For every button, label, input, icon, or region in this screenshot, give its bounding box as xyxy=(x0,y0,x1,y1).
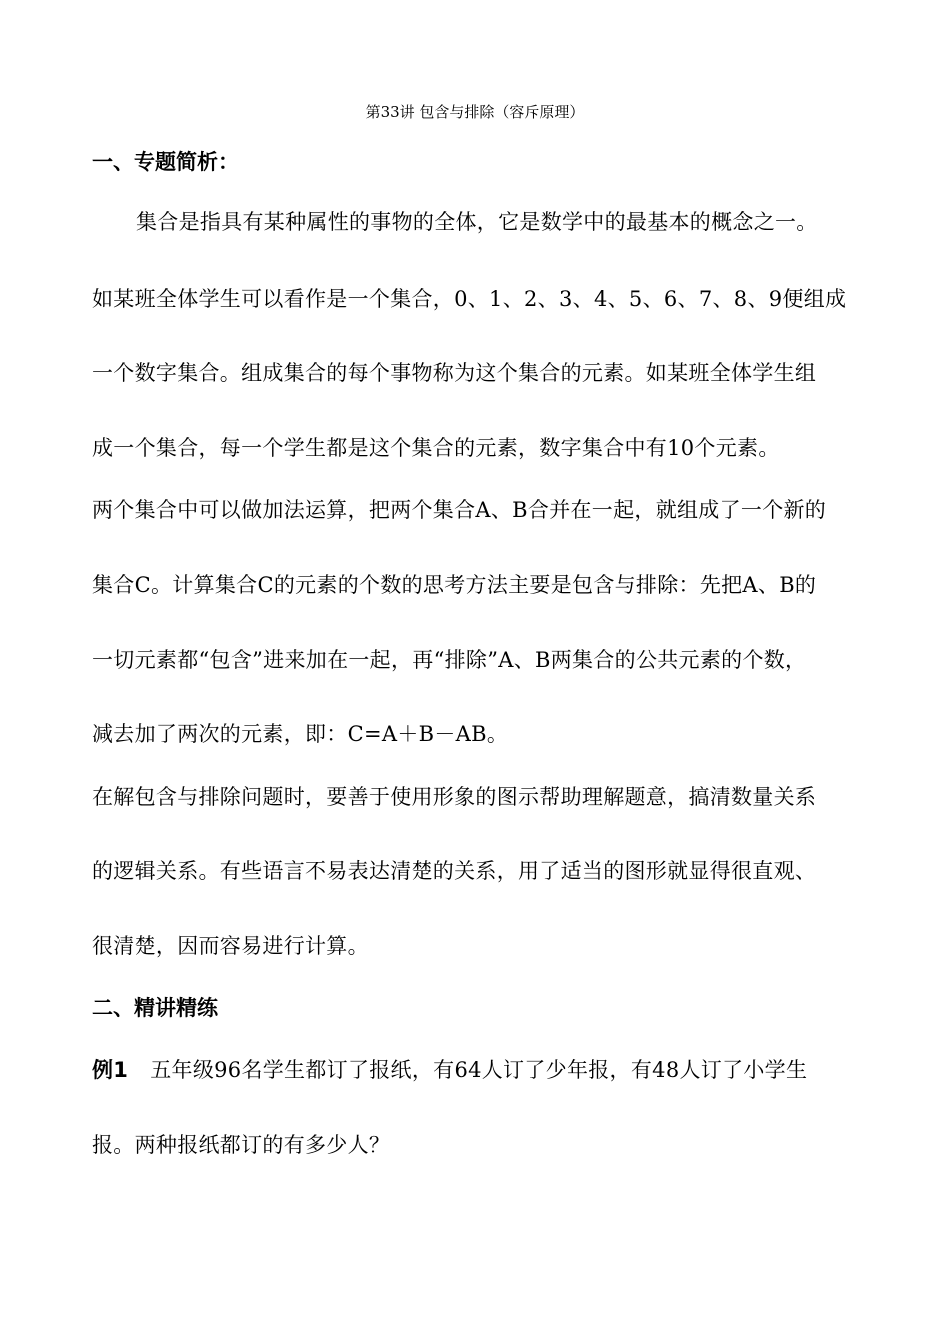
paragraph-line: 一个数字集合。组成集合的每个事物称为这个集合的元素。如某班全体学生组 xyxy=(92,361,817,385)
example-text: 五年级96名学生都订了报纸，有64人订了少年报，有48人订了小学生 xyxy=(150,1058,808,1082)
example-1-line-2: 报。两种报纸都订的有多少人？ xyxy=(92,1133,391,1157)
example-1-line xyxy=(92,1055,807,1085)
section-heading-analysis: 一、专题简析： xyxy=(92,150,239,174)
paragraph-line: 在解包含与排除问题时，要善于使用形象的图示帮助理解题意，搞清数量关系 xyxy=(92,785,817,809)
paragraph-line: 一切元素都“包含”进来加在一起，再“排除”A、B两集合的公共元素的个数， xyxy=(92,648,807,672)
paragraph-line: 集合是指具有某种属性的事物的全体，它是数学中的最基本的概念之一。 xyxy=(136,210,818,234)
paragraph-line: 成一个集合，每一个学生都是这个集合的元素，数字集合中有10个元素。 xyxy=(92,436,780,460)
paragraph-line: 集合C。计算集合C的元素的个数的思考方法主要是包含与排除：先把A、B的 xyxy=(92,573,817,597)
section-heading-practice: 二、精讲精练 xyxy=(92,996,218,1020)
paragraph-line: 两个集合中可以做加法运算，把两个集合A、B合并在一起，就组成了一个新的 xyxy=(92,498,827,522)
document-title: 第33讲 包含与排除（容斥原理） xyxy=(365,103,585,121)
paragraph-line: 如某班全体学生可以看作是一个集合，0、1、2、3、4、5、6、7、8、9便组成 xyxy=(92,287,847,311)
example-label: 例1 xyxy=(92,1058,129,1082)
paragraph-line: 减去加了两次的元素，即：C=A＋B－AB。 xyxy=(92,722,509,746)
paragraph-line: 的逻辑关系。有些语言不易表达清楚的关系，用了适当的图形就显得很直观、 xyxy=(92,859,817,883)
paragraph-line: 很清楚，因而容易进行计算。 xyxy=(92,934,369,958)
